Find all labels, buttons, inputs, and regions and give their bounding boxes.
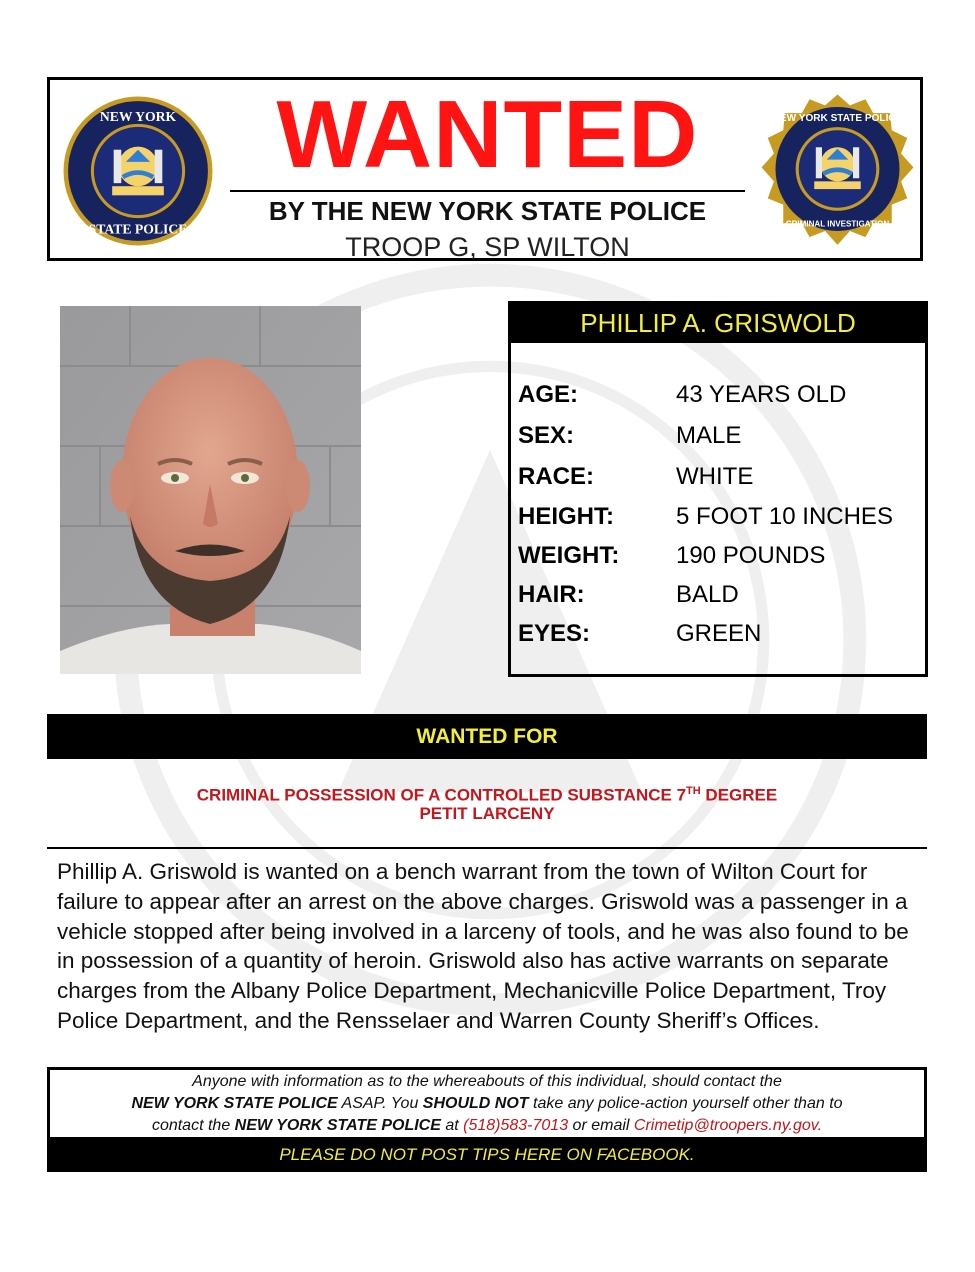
height-label: HEIGHT: [518,503,614,530]
tip-email-link[interactable]: Crimetip@troopers.ny.gov. [633,1117,823,1134]
header-divider [230,190,745,192]
weight-value: 190 POUNDS [676,542,826,569]
eyes-label: EYES: [518,620,591,647]
svg-text:STATE POLICE: STATE POLICE [88,221,188,237]
charge-1-superscript: TH [686,785,701,797]
nysp-seal-left-icon [62,95,214,247]
charge-controlled-substance [47,781,927,806]
age-label: AGE: [518,381,578,408]
eyes-value: GREEN [676,620,762,647]
bci-badge-right-icon [760,93,915,248]
hair-label: HAIR: [518,581,585,608]
charge-1-text: CRIMINAL POSSESSION OF A CONTROLLED SUBSTANCE 7 [196,785,687,805]
subject-name: PHILLIP A. GRISWOLD [508,301,928,343]
footer-line-1: Anyone with information as to the whereabouts of this individual, should contact the [192,1073,782,1090]
suspect-photo [60,306,361,674]
footer-should-not: SHOULD NOT [422,1095,529,1112]
height-value: 5 FOOT 10 INCHES [676,503,893,530]
tip-phone-number: (518)583-7013 [463,1117,569,1134]
footer-instruction: take any police-action yourself other than to [528,1095,843,1112]
agency-subtitle: BY THE NEW YORK STATE POLICE [268,196,707,226]
section-divider [47,847,927,849]
footer-line-3 [50,1115,924,1137]
race-value: WHITE [676,463,754,490]
footer-line-2 [50,1093,924,1115]
svg-text:NEW YORK STATE POLICE: NEW YORK STATE POLICE [772,112,903,124]
charge-1-end: DEGREE [700,785,778,805]
svg-text:CRIMINAL INVESTIGATION: CRIMINAL INVESTIGATION [785,219,890,229]
wanted-for-heading: WANTED FOR [47,714,927,759]
troop-location: TROOP G, SP WILTON [345,232,630,262]
case-description: Phillip A. Griswold is wanted on a bench warrant from the town of Wilton Court for failure to appear after an arrest on the above charges. Griswold was a passenger in a vehicle stopped after being involved in a larceny of tools, and he was also found to be in possession of a quantity of heroin. Griswold also has active warrants on separate charges from the Albany Police Department, Mechanicville Police Department, Troy Police Department, and the Rensselaer and Warren County Sheriff’s Offices. [57,859,909,1033]
svg-text:NEW YORK: NEW YORK [99,108,177,124]
footer-agency-1: NEW YORK STATE POLICE [131,1095,338,1112]
sex-value: MALE [676,422,742,449]
race-label: RACE: [518,463,594,490]
footer-agency-2: NEW YORK STATE POLICE [234,1117,441,1134]
sex-label: SEX: [518,422,575,449]
footer-asap: ASAP. You [337,1095,423,1112]
footer-contact: contact the [151,1117,235,1134]
footer-at: at [440,1117,464,1134]
charge-petit-larceny: PETIT LARCENY [419,804,555,823]
age-value: 43 YEARS OLD [676,381,847,408]
hair-value: BALD [676,581,739,608]
footer-or-email: or email [568,1117,634,1134]
weight-label: WEIGHT: [518,542,620,569]
wanted-title: WANTED [276,81,699,188]
facebook-notice: PLEASE DO NOT POST TIPS HERE ON FACEBOOK. [47,1137,927,1172]
